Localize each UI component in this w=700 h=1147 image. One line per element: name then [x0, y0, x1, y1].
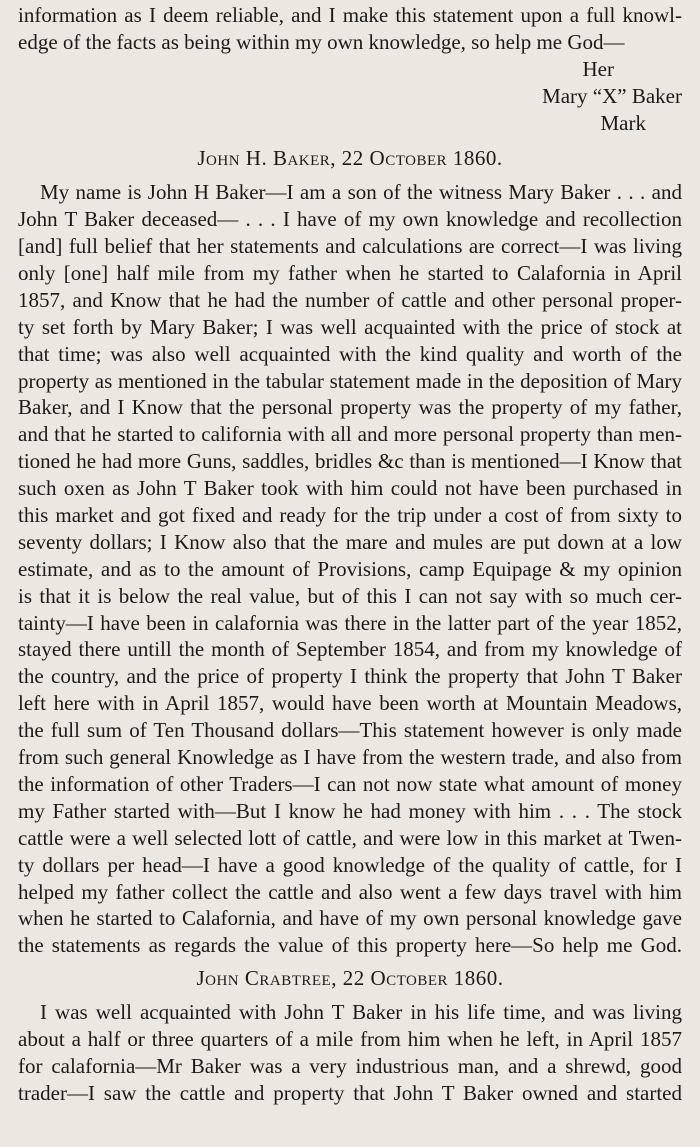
text-line: and that he started to california with all and more personal property than men- — [18, 422, 682, 447]
text-line: tainty—I have been in calafornia was there in the latter part of the year 1852, — [18, 610, 682, 635]
section-heading-john-h-baker: John H. Baker, 22 October 1860. — [197, 146, 503, 171]
text-line: tioned he had more Guns, saddles, bridles &c than is mentioned—I Know that — [18, 449, 682, 474]
text-line: this market and got fixed and ready for the trip under a cost of from sixty to — [18, 503, 682, 528]
text-line: left here with in April 1857, would have been worth at Mountain Meadows, — [18, 691, 682, 716]
text-line: such oxen as John T Baker took with him could not have been purchased in — [18, 476, 682, 501]
text-line: [and] full belief that her statements and calculations are correct—I was living — [18, 234, 682, 259]
text-line: ty set forth by Mary Baker; I was well acquainted with the price of stock at — [18, 314, 682, 339]
text-line: ty dollars per head—I have a good knowledge of the quality of cattle, for I — [18, 852, 682, 877]
text-line: edge of the facts as being within my own knowledge, so help me God— — [18, 29, 625, 54]
text-line: the information of other Traders—I can not now state what amount of money — [18, 771, 682, 796]
text-line: information as I deem reliable, and I make this statement upon a full knowl- — [18, 3, 682, 27]
text-line: when he started to Calafornia, and have of my own personal knowledge gave — [18, 906, 682, 931]
text-line: I was well acquainted with John T Baker in his life time, and was living — [40, 1000, 682, 1025]
text-line: cattle were a well selected lott of cattle, and were low in this market at Twen- — [18, 825, 682, 850]
text-line: the full sum of Ten Thousand dollars—This statement however is only made — [18, 718, 682, 743]
text-line: my Father started with—But I know he had money with him . . . The stock — [18, 798, 682, 823]
signature-name: Mary “X” Baker — [542, 83, 682, 108]
signature-her: Her — [582, 56, 614, 81]
text-line: Baker, and I Know that the personal property was the property of my father, — [18, 395, 682, 420]
section-heading-john-crabtree: John Crabtree, 22 October 1860. — [196, 966, 504, 991]
john-h-baker-paragraph — [18, 179, 682, 959]
intro-paragraph — [18, 2, 682, 56]
text-line: helped my father collect the cattle and also went a few days travel with him — [18, 879, 682, 904]
text-line: My name is John H Baker—I am a son of the witness Mary Baker . . . and — [40, 180, 682, 205]
john-crabtree-paragraph — [18, 999, 682, 1107]
text-line: the statements as regards the value of this property here—So help me God. — [18, 933, 682, 958]
text-line: only [one] half mile from my father when he started to Calafornia in April — [18, 261, 682, 286]
text-line: trader—I saw the cattle and property that John T Baker owned and started — [18, 1080, 682, 1105]
text-line: stayed there untill the month of September 1854, and from my knowledge of — [18, 637, 682, 662]
text-line: the country, and the price of property I think the property that John T Baker — [18, 664, 682, 689]
text-line: property as mentioned in the tabular statement made in the deposition of Mary — [18, 368, 682, 393]
document-page — [18, 2, 682, 1107]
signature-mark: Mark — [600, 110, 646, 135]
text-line: 1857, and Know that he had the number of cattle and other personal proper- — [18, 287, 682, 312]
signature-block — [18, 56, 682, 137]
text-line: is that it is below the real value, but of this I can not say with so much cer- — [18, 583, 682, 608]
text-line: John T Baker deceased— . . . I have of my own knowledge and recollection — [18, 207, 682, 232]
text-line: that time; was also well acquainted with the kind quality and worth of the — [18, 341, 682, 366]
text-line: from such general Knowledge as I have from the western trade, and also from — [18, 745, 682, 770]
text-line: seventy dollars; I Know also that the mare and mules are put down at a low — [18, 529, 682, 554]
text-line: estimate, and as to the amount of Provisions, camp Equipage & my opinion — [18, 556, 682, 581]
text-line: about a half or three quarters of a mile from him when he left, in April 1857 — [18, 1026, 682, 1051]
text-line: for calafornia—Mr Baker was a very industrious man, and a shrewd, good — [18, 1053, 682, 1078]
